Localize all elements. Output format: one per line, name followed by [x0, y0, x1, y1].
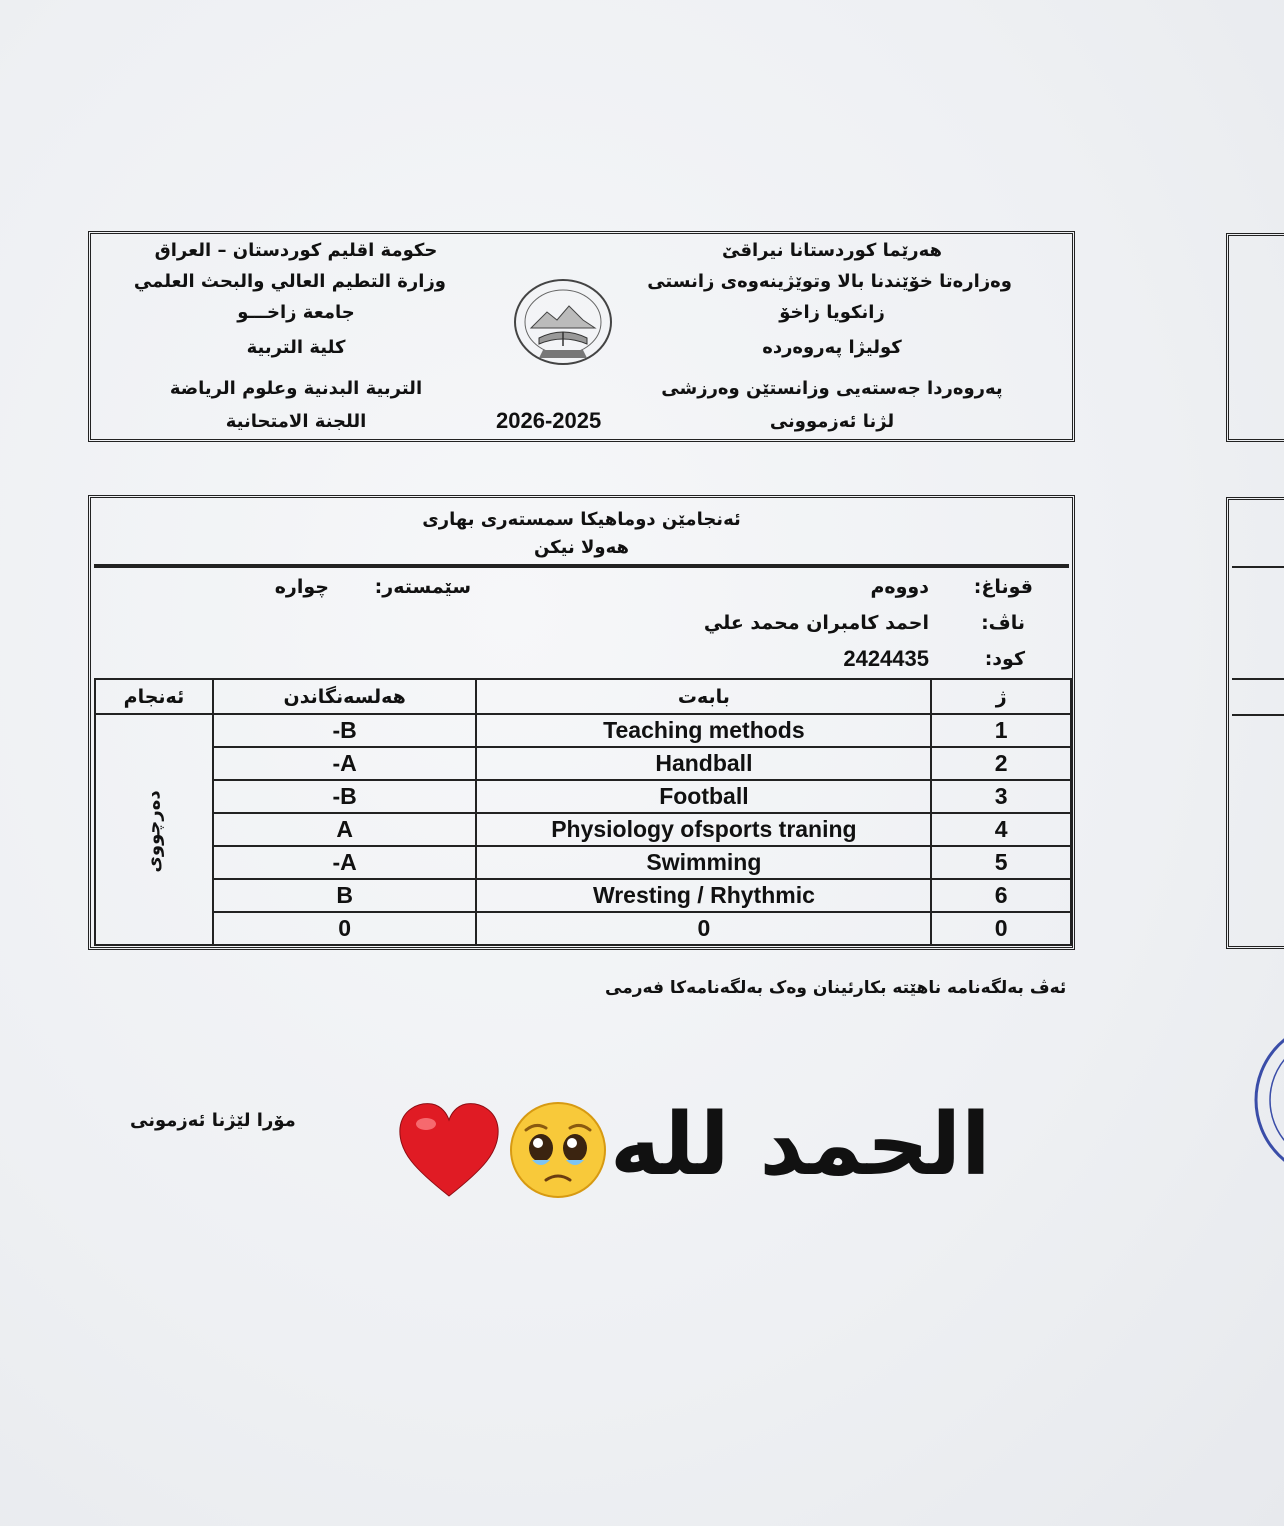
number-cell: 4: [931, 813, 1071, 846]
grade-cell: -B: [213, 714, 477, 747]
column-header-result: ئەنجام: [95, 679, 213, 714]
header-left-line: اللجنة الامتحانية: [225, 411, 367, 432]
table-header-row: [95, 679, 1071, 714]
result-subtitle: هەولا نیکن: [533, 537, 630, 558]
grade-cell: -A: [213, 747, 477, 780]
result-title-band: [94, 501, 1069, 566]
academic-year: 2026-2025: [496, 408, 602, 433]
subject-cell: Handball: [476, 747, 931, 780]
subject-cell: Wresting / Rhythmic: [476, 879, 931, 912]
table-row: [95, 879, 1071, 912]
student-name: احمد كامبران محمد علي: [703, 612, 929, 634]
student-code: 2424435: [843, 646, 929, 671]
caption-text: الحمد لله: [610, 1095, 991, 1195]
table-row: [95, 780, 1071, 813]
stage-label: قوناغ:: [973, 576, 1033, 598]
heart-icon: [396, 1100, 502, 1200]
university-logo: [509, 276, 617, 372]
header-left-line: كلية التربية: [246, 337, 346, 358]
header-right-line: وەزارەتا خۆێندنا بالا وتوێژینەوەی زانستی: [647, 271, 1012, 292]
number-cell: 0: [931, 912, 1071, 945]
table-row: [95, 714, 1071, 747]
number-cell: 1: [931, 714, 1071, 747]
signature-label: مۆرا لێژنا ئەزمونی: [130, 1110, 296, 1131]
header-left-line: جامعة زاخـــو: [237, 302, 355, 323]
column-header-number: ژ: [931, 679, 1071, 714]
header-left-line: التربية البدنية وعلوم الرياضة: [169, 378, 423, 399]
disclaimer-note: ئەڤ بەلگەنامە ناهێتە بکارئینان وەک بەلگەنامەکا فەرمی: [605, 978, 1067, 998]
grade-cell: -A: [213, 846, 477, 879]
student-info: [94, 566, 1069, 680]
subject-cell: Football: [476, 780, 931, 813]
grade-cell: -B: [213, 780, 477, 813]
header-left-line: حكومة اقليم كوردستان – العراق: [154, 240, 438, 261]
subject-cell: 0: [476, 912, 931, 945]
number-cell: 3: [931, 780, 1071, 813]
header-right-line: کولیژا پەروەردە: [762, 337, 902, 358]
code-label: كود:: [984, 648, 1025, 670]
header-box: [88, 231, 1075, 442]
semester-label: سێمستەر:: [374, 576, 471, 598]
header-right-line: پەروەردا جەستەیی وزانستێن وەرزشی: [661, 378, 1003, 399]
number-cell: 2: [931, 747, 1071, 780]
number-cell: 6: [931, 879, 1071, 912]
header-left-line: وزارة التطيم العالي والبحث العلمي: [133, 271, 446, 292]
column-header-subject: بابەت: [476, 679, 931, 714]
column-header-grade: هەلسەنگاندن: [213, 679, 477, 714]
number-cell: 5: [931, 846, 1071, 879]
subject-cell: Physiology ofsports traning: [476, 813, 931, 846]
overlay-caption: [396, 1090, 996, 1210]
table-row: [95, 912, 1071, 945]
grade-cell: B: [213, 879, 477, 912]
partial-stamp-icon: [1254, 1010, 1284, 1190]
adjacent-document-table-edge: [1226, 497, 1284, 949]
header-right-line: لژنا ئەزموونی: [769, 411, 895, 432]
result-title: ئەنجامێن دوماهیکا سمستەری بهاری: [422, 509, 741, 530]
table-row: [95, 747, 1071, 780]
name-label: ناڤ:: [981, 612, 1025, 634]
grades-table: [94, 678, 1072, 946]
stage-value: دووەم: [870, 576, 929, 598]
result-box: [88, 495, 1075, 950]
table-row: [95, 846, 1071, 879]
semester-value: چوارە: [274, 576, 329, 598]
grade-cell: A: [213, 813, 477, 846]
subject-cell: Teaching methods: [476, 714, 931, 747]
result-cell: [95, 714, 213, 945]
subject-cell: Swimming: [476, 846, 931, 879]
grade-cell: 0: [213, 912, 477, 945]
adjacent-document-header-edge: [1226, 233, 1284, 442]
header-right-line: زانکویا زاخۆ: [779, 302, 885, 323]
table-row: [95, 813, 1071, 846]
pleading-face-icon: [508, 1100, 608, 1200]
result-value: دەرچووی: [143, 790, 165, 873]
header-right-line: هەرێما کوردستانا نیراقێ: [721, 240, 943, 261]
